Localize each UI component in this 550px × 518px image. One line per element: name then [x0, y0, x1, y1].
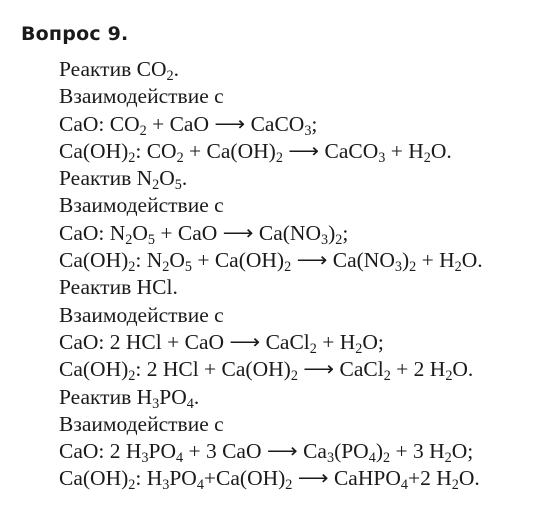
text-run: CaO: N	[59, 220, 126, 245]
text-run: CaO: 2 H	[59, 439, 142, 464]
text-run: : 2 HCl + Ca(OH)	[135, 357, 291, 382]
text-line	[59, 56, 483, 83]
subscript: 2	[128, 477, 136, 494]
text-run: PO	[159, 384, 187, 409]
text-run: Реактив H	[59, 384, 153, 409]
text-run: O.	[452, 357, 474, 382]
text-run: + CaO ⟶ Ca(NO	[155, 220, 321, 245]
text-run: ⟶ CaCO	[282, 138, 379, 163]
text-line	[59, 83, 483, 110]
text-run: CaO: CO	[59, 111, 140, 136]
subscript: 2	[444, 450, 452, 467]
text-run: + CaO ⟶ CaCO	[146, 111, 305, 136]
text-line	[59, 165, 483, 192]
text-run: O;	[362, 329, 384, 354]
text-run: )	[328, 220, 336, 245]
subscript: 2	[139, 122, 147, 139]
subscript: 3	[320, 231, 329, 248]
text-run: O	[132, 220, 148, 245]
text-line	[59, 138, 483, 165]
text-run: )	[375, 439, 383, 464]
text-line	[59, 438, 483, 465]
subscript: 2	[451, 477, 459, 494]
text-run: +2 H	[407, 466, 452, 491]
text-run: + 3 CaO ⟶ Ca	[183, 439, 327, 464]
subscript: 4	[196, 477, 204, 494]
subscript: 3	[162, 477, 170, 494]
subscript: 2	[125, 231, 133, 248]
text-run: Взаимодействие с	[59, 193, 224, 218]
subscript: 2	[152, 177, 160, 194]
subscript: 2	[166, 67, 174, 84]
subscript: 2	[284, 259, 292, 276]
text-run: Ca(OH)	[59, 138, 129, 163]
answer-body	[59, 56, 483, 493]
text-run: O.	[458, 466, 480, 491]
subscript: 4	[368, 450, 376, 467]
text-run: O;	[451, 439, 474, 464]
text-run: O	[159, 166, 175, 191]
text-run: + 3 H	[390, 439, 445, 464]
subscript: 2	[285, 477, 293, 494]
subscript: 3	[378, 149, 386, 166]
text-run: ;	[342, 220, 349, 245]
text-run: O	[169, 248, 185, 273]
subscript: 2	[290, 368, 298, 385]
subscript: 2	[445, 368, 453, 385]
text-line	[59, 274, 483, 301]
text-line	[59, 247, 483, 274]
text-run: O.	[430, 138, 452, 163]
text-run: CaO: 2 HCl + CaO ⟶ CaCl	[59, 329, 310, 354]
text-run: + 2 H	[390, 357, 446, 382]
text-run: Реактив CO	[59, 57, 167, 81]
text-run: Взаимодействие с	[59, 302, 224, 327]
text-line	[59, 302, 483, 329]
text-line	[59, 384, 483, 411]
text-run: (PO	[334, 439, 369, 464]
subscript: 4	[400, 477, 408, 494]
text-run: PO	[148, 439, 176, 464]
text-line	[59, 411, 483, 438]
subscript: 4	[176, 450, 184, 467]
text-run: .	[181, 166, 188, 191]
subscript: 2	[383, 368, 391, 385]
text-run: + Ca(OH)	[191, 248, 285, 273]
subscript: 2	[162, 259, 170, 276]
text-run: Реактив N	[59, 166, 153, 191]
subscript: 3	[141, 450, 149, 467]
text-run: Взаимодействие с	[59, 84, 224, 109]
subscript: 5	[174, 177, 182, 194]
text-run: PO	[169, 466, 197, 491]
subscript: 2	[309, 340, 317, 357]
subscript: 3	[304, 122, 312, 139]
text-run: .	[173, 57, 179, 81]
text-run: : CO	[135, 138, 177, 163]
subscript: 5	[147, 231, 156, 248]
text-run: + H	[416, 248, 455, 273]
subscript: 2	[423, 149, 431, 166]
text-run: ⟶ Ca(NO	[291, 248, 395, 273]
text-line	[59, 329, 483, 356]
subscript: 3	[152, 395, 160, 412]
text-run: + H	[385, 138, 424, 163]
text-run: : H	[135, 466, 163, 491]
subscript: 2	[335, 231, 343, 248]
text-run: Ca(OH)	[59, 357, 129, 382]
text-run: .	[193, 384, 200, 409]
text-line	[59, 356, 483, 383]
text-line	[59, 192, 483, 219]
text-run: ⟶ CaCl	[297, 357, 384, 382]
subscript: 2	[382, 450, 391, 467]
text-run: Реактив HCl.	[59, 275, 178, 300]
subscript: 3	[394, 259, 402, 276]
text-run: O.	[461, 248, 483, 273]
text-run: ;	[311, 111, 318, 136]
subscript: 2	[275, 149, 283, 166]
text-line	[59, 220, 483, 247]
subscript: 2	[176, 149, 184, 166]
subscript: 2	[454, 259, 462, 276]
text-run: )	[401, 248, 410, 273]
text-run: : N	[135, 248, 163, 273]
subscript: 2	[355, 340, 363, 357]
text-run: ⟶ CaHPO	[292, 466, 401, 491]
text-line	[59, 111, 483, 138]
text-run: +Ca(OH)	[203, 466, 286, 491]
question-title: Вопрос 9.	[21, 23, 129, 45]
text-run: Ca(OH)	[59, 248, 129, 273]
text-run: Ca(OH)	[59, 466, 129, 491]
text-run: + Ca(OH)	[183, 138, 276, 163]
text-run: + H	[316, 329, 356, 354]
subscript: 4	[186, 395, 194, 412]
text-line	[59, 465, 483, 492]
subscript: 5	[184, 259, 192, 276]
subscript: 3	[326, 450, 335, 467]
subscript: 2	[128, 259, 136, 276]
text-run: Взаимодействие с	[59, 411, 224, 436]
subscript: 2	[128, 149, 136, 166]
subscript: 2	[128, 368, 136, 385]
subscript: 2	[409, 259, 417, 276]
